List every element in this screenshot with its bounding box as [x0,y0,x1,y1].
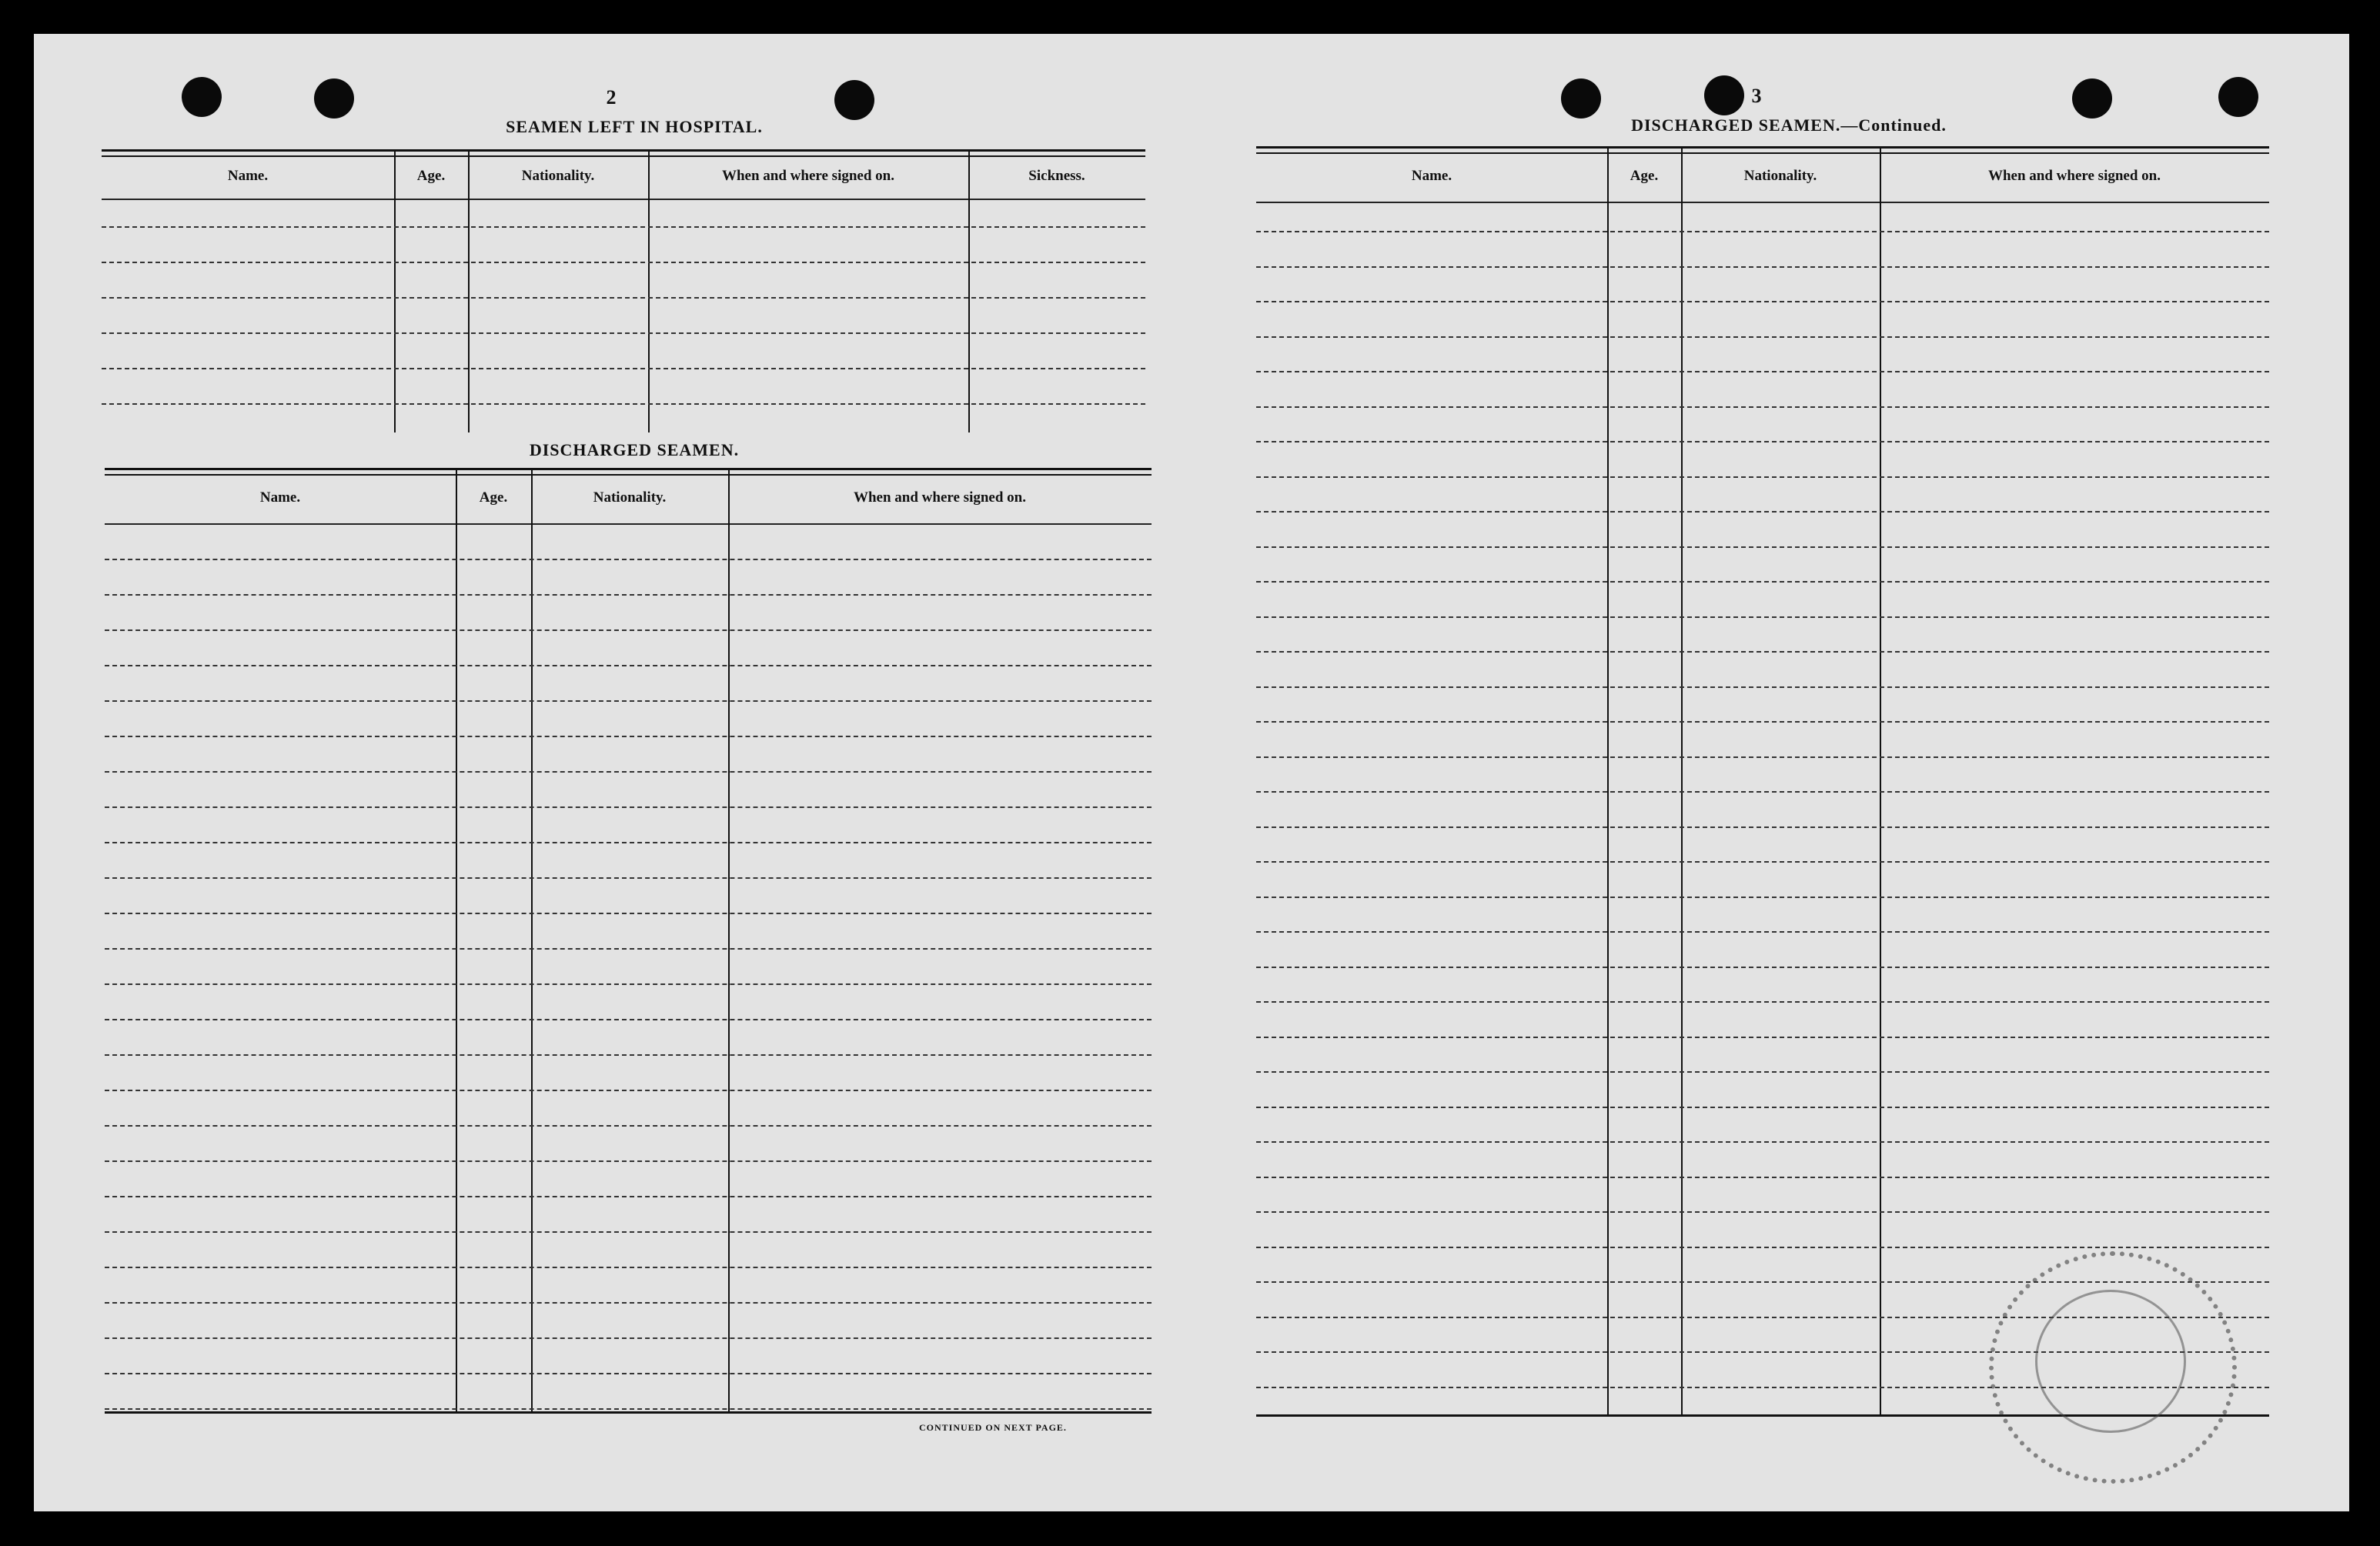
discharged-col-nationality: Nationality. [593,489,667,506]
continued-footer: CONTINUED ON NEXT PAGE. [919,1422,1067,1433]
punch-hole-icon [314,78,354,119]
ruled-row [1256,266,2269,268]
ruled-row [102,226,1145,228]
ruled-row [1256,1071,2269,1073]
discharged-col-signed-on: When and where signed on. [853,489,1026,506]
punch-hole-icon [1561,78,1601,119]
hospital-section-title: SEAMEN LEFT IN HOSPITAL. [506,117,763,136]
hospital-col-age: Age. [416,168,446,184]
punch-hole-icon [834,80,874,120]
ruled-row [1256,546,2269,548]
ruled-row [1256,1211,2269,1213]
ruled-row [1256,967,2269,968]
ruled-row [105,1125,1152,1127]
punch-hole-icon [182,77,222,117]
ruled-row [1256,1141,2269,1143]
ruled-row [1256,756,2269,758]
ruled-row [1256,371,2269,372]
ruled-row [105,1373,1152,1374]
ruled-row [105,913,1152,914]
ruled-row [105,1160,1152,1162]
ruled-row [1256,441,2269,442]
ruled-row [105,665,1152,666]
ruled-row [105,842,1152,843]
ruled-row [102,332,1145,334]
ruled-row [102,368,1145,369]
ruled-row [1256,1247,2269,1248]
page-number-left: 2 [606,86,617,109]
ruled-row [105,736,1152,737]
ruled-row [105,559,1152,560]
ruled-row [1256,301,2269,302]
ruled-row [1256,231,2269,232]
ruled-row [1256,791,2269,793]
hospital-table [102,149,1145,432]
ruled-row [105,877,1152,879]
ruled-row [102,297,1145,299]
ruled-row [1256,897,2269,898]
document-paper [34,34,2349,1511]
ruled-row [1256,406,2269,408]
continued-col-name: Name. [1411,168,1452,184]
ruled-row [1256,1001,2269,1003]
ruled-row [1256,616,2269,618]
ruled-row [1256,476,2269,478]
ruled-row [102,262,1145,263]
ruled-row [105,700,1152,702]
discharged-section-title: DISCHARGED SEAMEN. [529,440,740,459]
ruled-row [105,1019,1152,1020]
continued-col-nationality: Nationality. [1743,168,1817,184]
ruled-row [1256,1107,2269,1108]
ruled-row [105,1231,1152,1233]
ruled-row [105,1267,1152,1268]
ruled-row [102,403,1145,405]
ruled-row [105,1196,1152,1197]
continued-col-signed-on: When and where signed on. [1987,168,2161,184]
ruled-row [1256,931,2269,933]
ruled-row [1256,861,2269,863]
continued-col-age: Age. [1630,168,1659,184]
ruled-row [105,948,1152,950]
discharged-col-age: Age. [479,489,508,506]
hospital-col-nationality: Nationality. [521,168,595,184]
punch-hole-icon [2072,78,2112,119]
ruled-row [1256,1177,2269,1178]
hospital-col-signed-on: When and where signed on. [721,168,894,184]
discharged-col-name: Name. [259,489,301,506]
ruled-row [1256,721,2269,723]
ruled-row [1256,651,2269,653]
ruled-row [105,1302,1152,1304]
ruled-row [1256,686,2269,688]
ruled-row [1256,826,2269,828]
ruled-row [105,629,1152,631]
discharged-continued-title: DISCHARGED SEAMEN.—Continued. [1631,115,1947,135]
discharged-table [105,468,1152,1414]
ruled-row [105,806,1152,808]
ruled-row [1256,1037,2269,1038]
hospital-col-sickness: Sickness. [1028,168,1085,184]
ruled-row [1256,511,2269,513]
punch-hole-icon [2218,77,2258,117]
ruled-row [105,1090,1152,1091]
ruled-row [1256,581,2269,583]
discharged-continued-table [1256,146,2269,1417]
page-number-right: 3 [1751,85,1762,107]
ruled-row [105,1408,1152,1410]
ruled-row [105,771,1152,773]
ruled-row [105,1054,1152,1056]
ruled-row [105,1337,1152,1339]
ruled-row [105,594,1152,596]
ruled-row [1256,336,2269,338]
stamp-inner-ring-icon [2035,1290,2186,1433]
hospital-col-name: Name. [227,168,269,184]
ruled-row [105,983,1152,985]
